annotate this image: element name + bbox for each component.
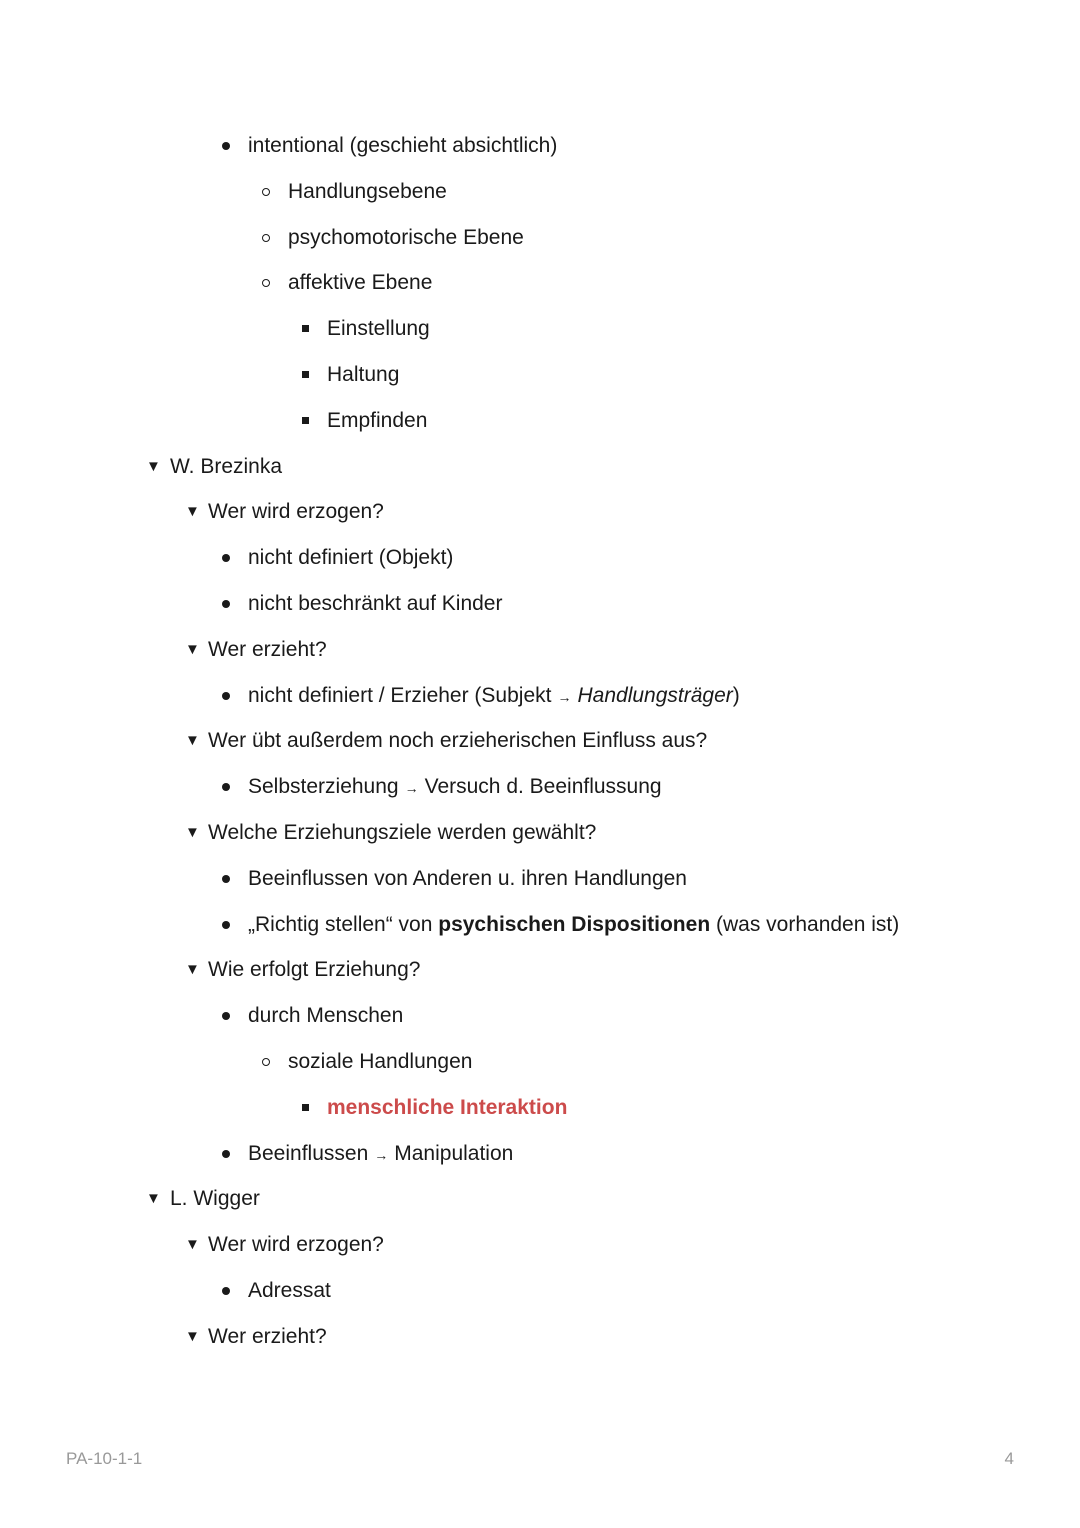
item-text: nicht beschränkt auf Kinder	[248, 591, 503, 615]
square-bullet-icon	[302, 325, 309, 332]
circle-bullet-icon	[262, 1058, 270, 1066]
bullet-icon	[222, 600, 230, 608]
heading-text: L. Wigger	[170, 1187, 260, 1211]
item-text: psychomotorische Ebene	[288, 225, 524, 249]
list-item	[0, 993, 1080, 1039]
collapse-triangle-icon[interactable]: ▼	[185, 503, 200, 521]
list-item	[0, 169, 1080, 215]
toggle-question[interactable]	[0, 627, 1080, 673]
bullet-icon	[222, 1287, 230, 1295]
item-text: Haltung	[327, 362, 400, 386]
item-text: Versuch d. Beeinflussung	[424, 775, 662, 799]
square-bullet-icon	[302, 1104, 309, 1111]
arrow-icon: →	[557, 688, 572, 705]
list-item	[0, 215, 1080, 261]
square-bullet-icon	[302, 371, 309, 378]
list-item	[0, 1085, 1080, 1131]
page-number: 4	[1004, 1449, 1014, 1468]
list-item	[0, 1039, 1080, 1085]
collapse-triangle-icon[interactable]: ▼	[185, 1236, 200, 1254]
list-item	[0, 902, 1080, 948]
list-item	[0, 673, 1080, 719]
item-text: nicht definiert (Objekt)	[248, 546, 454, 570]
item-text: Empfinden	[327, 408, 428, 432]
list-item	[0, 1131, 1080, 1177]
bullet-icon	[222, 921, 230, 929]
question-text: Wer wird erzogen?	[208, 500, 384, 524]
footer-doc-id: PA-10-1-1	[66, 1449, 143, 1468]
item-text: Einstellung	[327, 317, 430, 341]
item-text: Manipulation	[394, 1141, 514, 1165]
collapse-triangle-icon[interactable]: ▼	[185, 823, 200, 841]
toggle-heading[interactable]	[0, 444, 1080, 490]
circle-bullet-icon	[262, 188, 270, 196]
heading-text: W. Brezinka	[170, 454, 283, 478]
toggle-question[interactable]	[0, 718, 1080, 764]
toggle-question[interactable]	[0, 947, 1080, 993]
collapse-triangle-icon[interactable]: ▼	[185, 961, 200, 979]
toggle-heading[interactable]	[0, 1176, 1080, 1222]
item-text: Beeinflussen von Anderen u. ihren Handlungen	[248, 866, 687, 890]
list-item	[0, 398, 1080, 444]
square-bullet-icon	[302, 417, 309, 424]
arrow-icon: →	[374, 1146, 389, 1163]
arrow-icon: →	[404, 780, 419, 797]
item-text: intentional (geschieht absichtlich)	[248, 134, 558, 157]
item-text: affektive Ebene	[288, 271, 433, 295]
list-item	[0, 764, 1080, 810]
circle-bullet-icon	[262, 234, 270, 242]
collapse-triangle-icon[interactable]: ▼	[146, 457, 161, 475]
item-text: Selbsterziehung	[248, 775, 399, 799]
collapse-triangle-icon[interactable]: ▼	[185, 1327, 200, 1345]
question-text: Wer erzieht?	[208, 637, 327, 661]
list-item	[0, 260, 1080, 306]
toggle-question[interactable]	[0, 810, 1080, 856]
outline	[0, 123, 1080, 1360]
item-italic: Handlungsträger	[577, 683, 733, 707]
bullet-icon	[222, 692, 230, 700]
toggle-question[interactable]	[0, 489, 1080, 535]
item-text: Adressat	[248, 1278, 331, 1302]
item-text: )	[732, 683, 740, 707]
bullet-icon	[222, 554, 230, 562]
item-text: durch Menschen	[248, 1004, 404, 1028]
question-text: Wer übt außerdem noch erzieherischen Einfluss aus?	[208, 729, 708, 753]
item-bold: psychischen Dispositionen	[438, 912, 711, 936]
question-text: Welche Erziehungsziele werden gewählt?	[208, 820, 597, 844]
bullet-icon	[222, 1150, 230, 1158]
toggle-question[interactable]	[0, 1314, 1080, 1360]
list-item	[0, 306, 1080, 352]
circle-bullet-icon	[262, 279, 270, 287]
bullet-icon	[222, 1012, 230, 1020]
bullet-icon	[222, 142, 230, 150]
collapse-triangle-icon[interactable]: ▼	[185, 640, 200, 658]
toggle-question[interactable]	[0, 1222, 1080, 1268]
list-item	[0, 856, 1080, 902]
question-text: Wer wird erzogen?	[208, 1233, 384, 1257]
item-text: (was vorhanden ist)	[710, 912, 900, 936]
question-text: Wer erzieht?	[208, 1324, 327, 1348]
item-text: Beeinflussen	[248, 1141, 369, 1165]
bullet-icon	[222, 875, 230, 883]
item-text: Handlungsebene	[288, 179, 447, 203]
item-text: soziale Handlungen	[288, 1049, 473, 1073]
highlighted-text: menschliche Interaktion	[327, 1095, 568, 1119]
list-item	[0, 535, 1080, 581]
list-item	[0, 123, 1080, 169]
bullet-icon	[222, 783, 230, 791]
collapse-triangle-icon[interactable]: ▼	[185, 732, 200, 750]
item-text: „Richtig stellen“ von	[248, 912, 439, 936]
collapse-triangle-icon[interactable]: ▼	[146, 1190, 161, 1208]
list-item	[0, 1268, 1080, 1314]
list-item	[0, 352, 1080, 398]
item-text: nicht definiert / Erzieher (Subjekt	[248, 683, 552, 707]
question-text: Wie erfolgt Erziehung?	[208, 958, 421, 982]
list-item	[0, 581, 1080, 627]
